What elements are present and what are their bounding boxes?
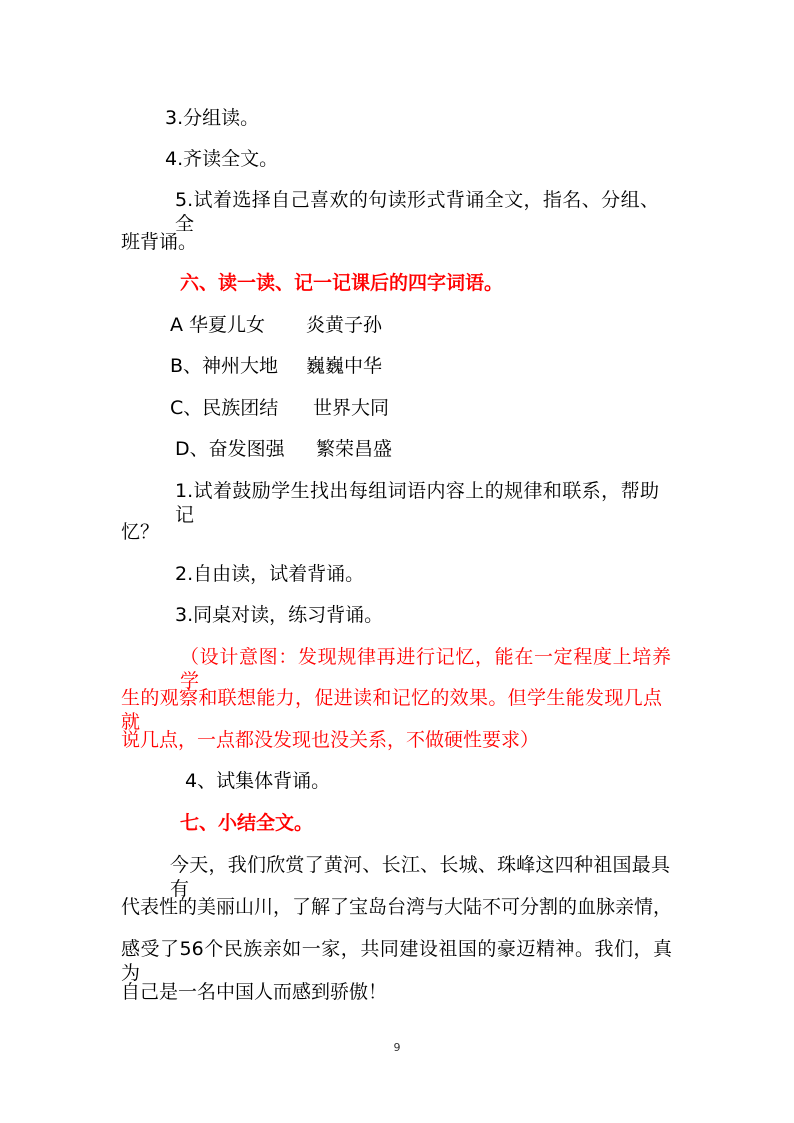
word-group-d-1: D、奋发图强 bbox=[175, 438, 285, 460]
step-recite-line-2: 班背诵。 bbox=[121, 231, 198, 253]
word-group-d-2: 繁荣昌盛 bbox=[316, 438, 393, 460]
summary-line-2: 代表性的美丽山川，了解了宝岛台湾与大陆不可分割的血脉亲情， bbox=[121, 896, 673, 918]
instruction-1-line-1: 1.试着鼓励学生找出每组词语内容上的规律和联系，帮助记 bbox=[175, 480, 659, 526]
step-read-all: 4.齐读全文。 bbox=[165, 148, 279, 170]
design-intent-line-2: 生的观察和联想能力，促进读和记忆的效果。但学生能发现几点就 bbox=[121, 687, 662, 733]
summary-line-4: 自己是一名中国人而感到骄傲！ bbox=[121, 981, 388, 1003]
step-group-reading: 3.分组读。 bbox=[165, 107, 260, 129]
design-intent-line-3: 说几点，一点都没发现也没关系，不做硬性要求） bbox=[121, 729, 540, 751]
section-six-heading: 六、读一读、记一记课后的四字词语。 bbox=[180, 272, 504, 294]
word-group-c-2: 世界大同 bbox=[313, 397, 390, 419]
word-group-a-1: A 华夏儿女 bbox=[170, 314, 266, 336]
word-group-a-2: 炎黄子孙 bbox=[306, 314, 383, 336]
section-seven-heading: 七、小结全文。 bbox=[180, 812, 314, 834]
word-group-b-1: B、神州大地 bbox=[170, 355, 279, 377]
instruction-3: 3.同桌对读，练习背诵。 bbox=[175, 604, 384, 626]
instruction-1-line-2: 忆？ bbox=[121, 521, 160, 543]
instruction-2: 2.自由读，试着背诵。 bbox=[175, 563, 365, 585]
word-group-b-2: 巍巍中华 bbox=[306, 355, 383, 377]
design-intent-line-1: （设计意图：发现规律再进行记忆，能在一定程度上培养学 bbox=[180, 646, 671, 692]
word-group-c-1: C、民族团结 bbox=[170, 397, 279, 419]
summary-line-1: 今天，我们欣赏了黄河、长江、长城、珠峰这四种祖国最具有 bbox=[170, 854, 670, 900]
instruction-4: 4、试集体背诵。 bbox=[185, 770, 331, 792]
page-number: 9 bbox=[393, 1041, 401, 1054]
step-recite-line-1: 5.试着选择自己喜欢的句读形式背诵全文，指名、分组、全 bbox=[175, 189, 659, 235]
summary-line-3: 感受了56个民族亲如一家，共同建设祖国的豪迈精神。我们，真为 bbox=[121, 938, 672, 984]
